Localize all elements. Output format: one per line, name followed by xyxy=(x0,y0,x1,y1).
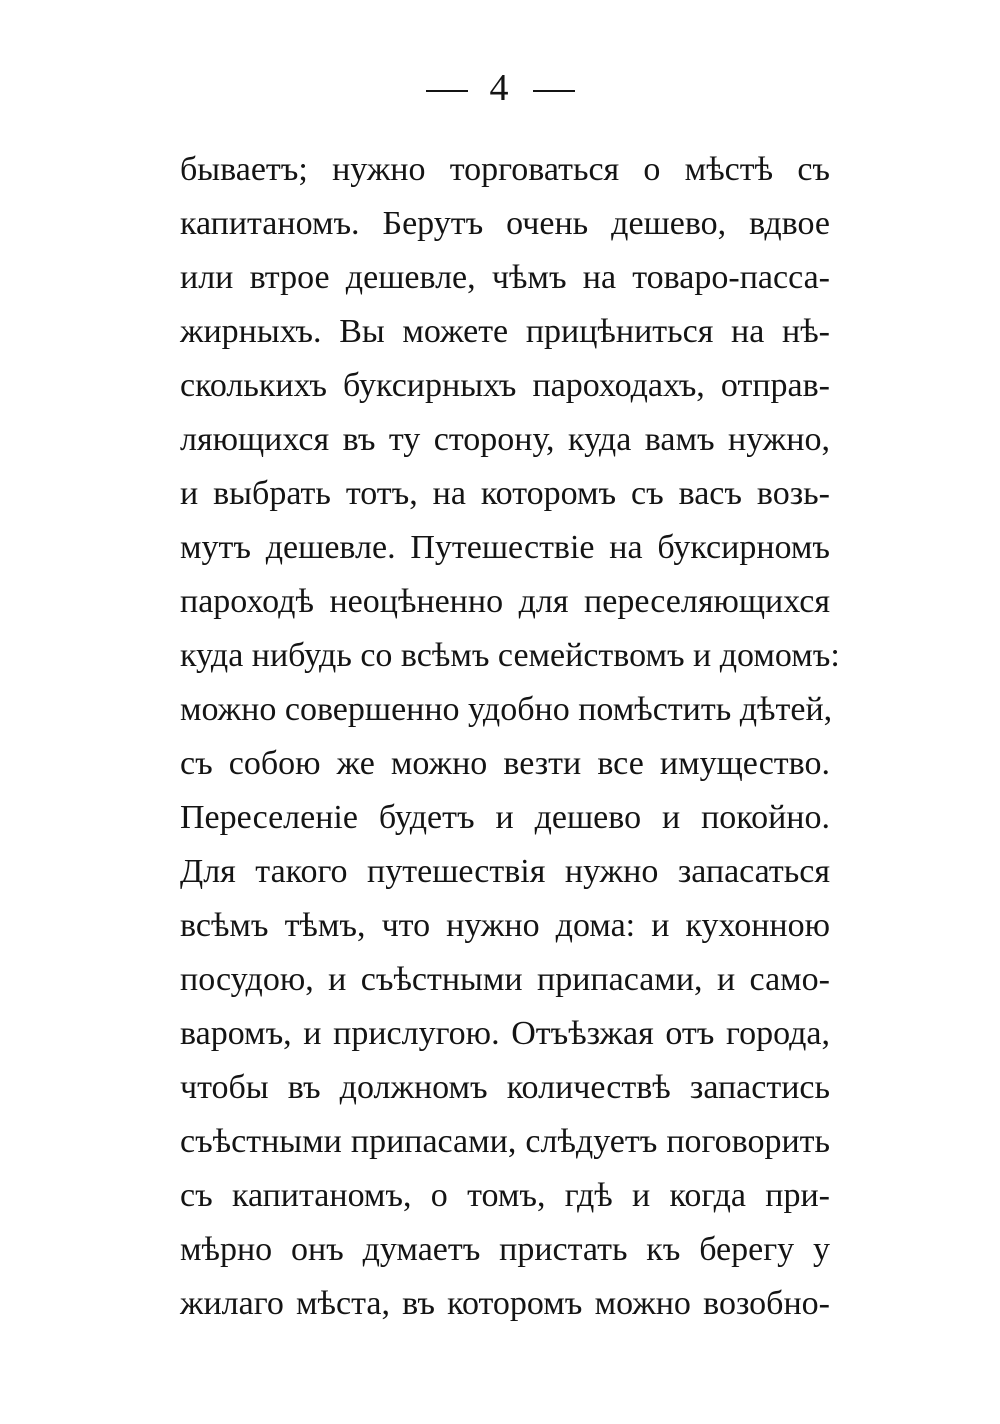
text-line: бываетъ; нужно торговаться о мѣстѣ съ xyxy=(180,151,830,188)
text-line: сколькихъ буксирныхъ пароходахъ, отправ- xyxy=(180,367,830,404)
text-line: или втрое дешевле, чѣмъ на товаро-пасса- xyxy=(180,259,830,296)
page-number-header xyxy=(0,64,1000,112)
text-line: съ собою же можно везти все имущество. xyxy=(180,745,830,782)
page-number: 4 xyxy=(489,67,511,109)
text-line: и выбрать тотъ, на которомъ съ васъ возь- xyxy=(180,475,830,512)
text-line: мутъ дешевле. Путешествіе на буксирномъ xyxy=(180,529,830,566)
text-line: пароходѣ неоцѣненно для переселяющихся xyxy=(180,583,830,620)
body-text xyxy=(180,143,840,1331)
text-line: варомъ, и прислугою. Отъѣзжая отъ города, xyxy=(180,1015,830,1052)
text-line: жирныхъ. Вы можете прицѣниться на нѣ- xyxy=(180,313,830,350)
text-line: съѣстными припасами, слѣдуетъ поговорить xyxy=(180,1123,830,1160)
right-dash xyxy=(533,90,575,92)
text-line: всѣмъ тѣмъ, что нужно дома: и кухонною xyxy=(180,907,830,944)
text-line: ляющихся въ ту сторону, куда вамъ нужно, xyxy=(180,421,830,458)
text-line: Для такого путешествія нужно запасаться xyxy=(180,853,830,890)
text-line: можно совершенно удобно помѣстить дѣтей, xyxy=(180,691,833,728)
text-line: Переселеніе будетъ и дешево и покойно. xyxy=(180,799,830,836)
left-dash xyxy=(426,90,468,92)
text-line: жилаго мѣста, въ которомъ можно возобно- xyxy=(180,1285,830,1322)
text-line: чтобы въ должномъ количествѣ запастись xyxy=(180,1069,830,1106)
text-line: посудою, и съѣстными припасами, и само- xyxy=(180,961,830,998)
text-line: съ капитаномъ, о томъ, гдѣ и когда при- xyxy=(180,1177,830,1214)
text-line: куда нибудь со всѣмъ семействомъ и домомъ: xyxy=(180,637,840,674)
text-line: капитаномъ. Берутъ очень дешево, вдвое xyxy=(180,205,830,242)
text-line: мѣрно онъ думаетъ пристать къ берегу у xyxy=(180,1231,830,1268)
